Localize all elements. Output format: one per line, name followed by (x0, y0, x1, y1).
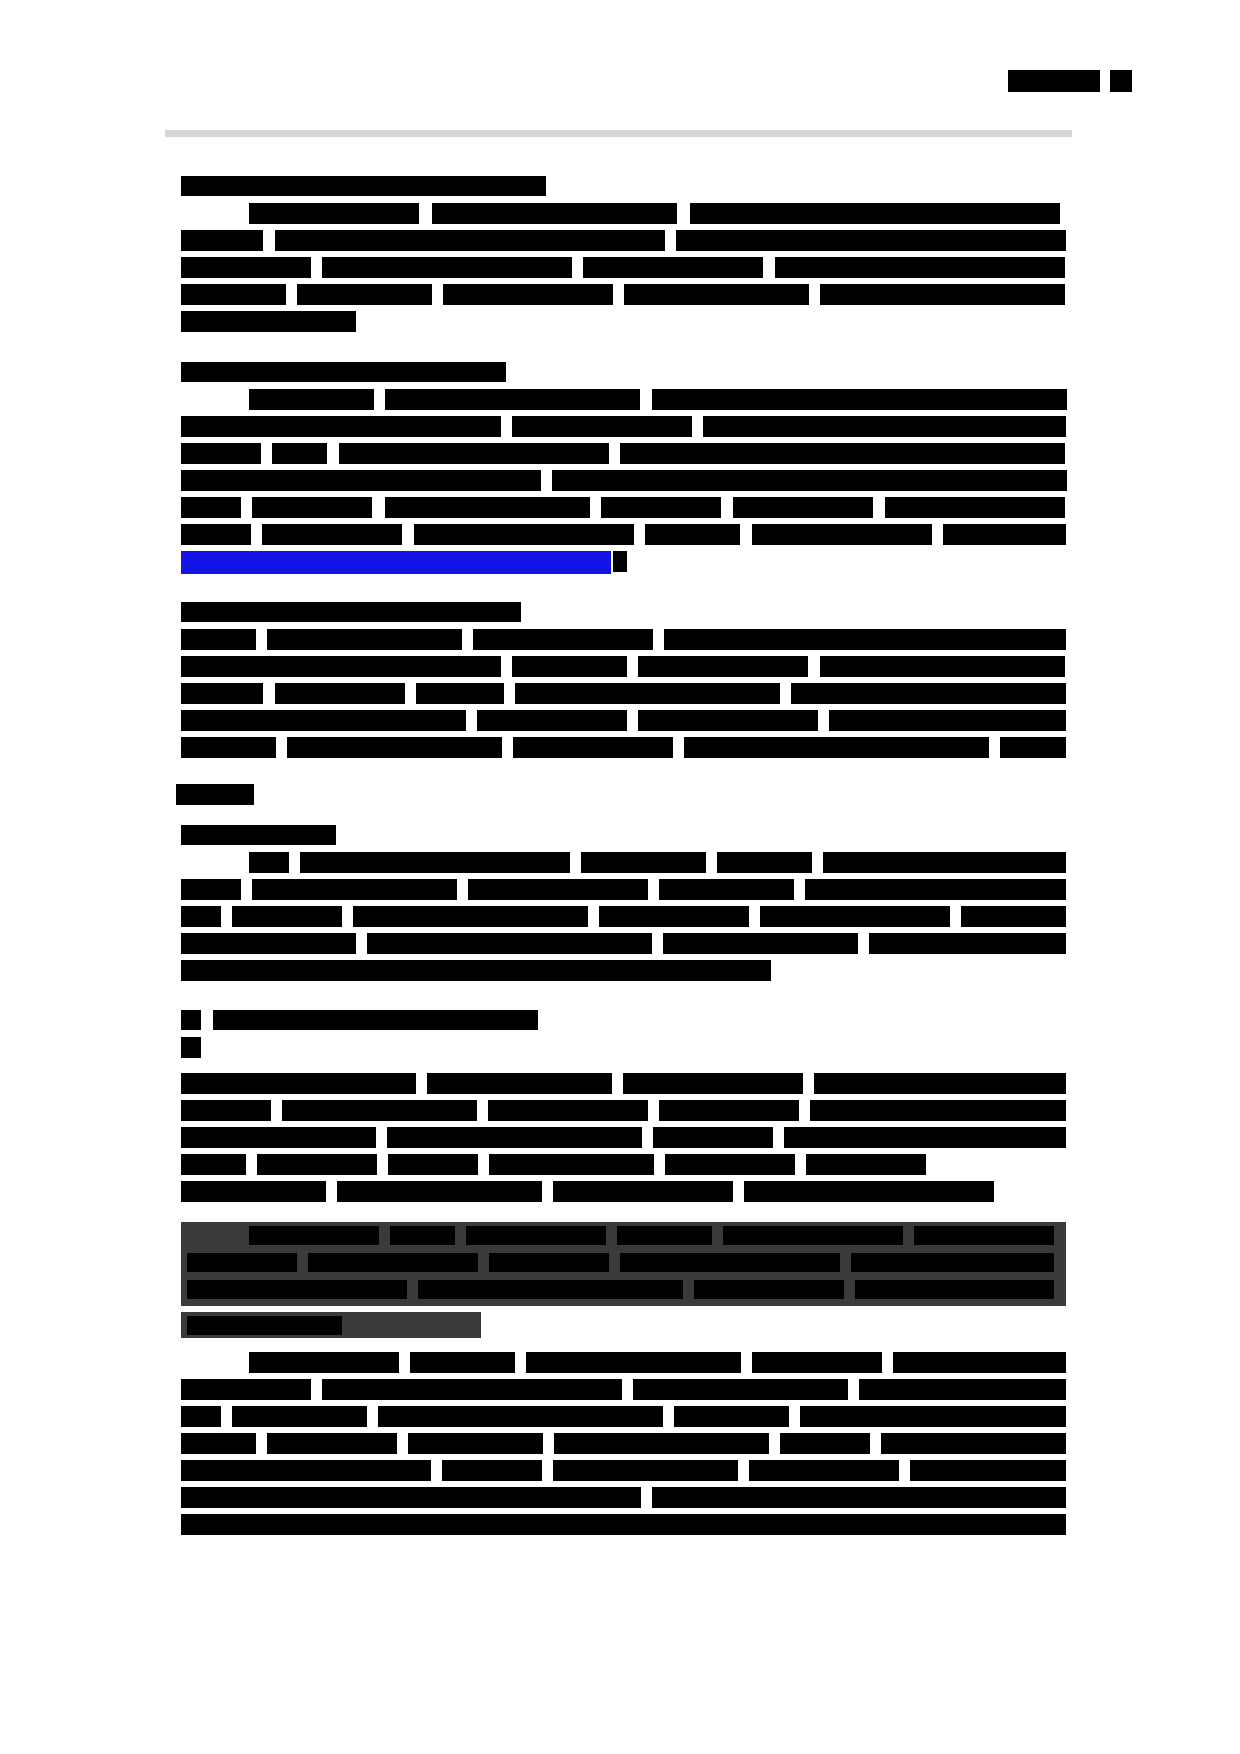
section-5-line-2a (181, 1100, 271, 1121)
section-5-line-5b (337, 1181, 542, 1202)
section-2-line-4b (552, 470, 1067, 491)
section-5-line-4b (257, 1154, 377, 1175)
section-5-line-2c (488, 1100, 648, 1121)
section-3-line-1a (181, 629, 256, 650)
section-4-line-5 (181, 960, 771, 981)
section-3-line-1b (267, 629, 462, 650)
section-4-line-2b (252, 879, 457, 900)
section-5-hl-1-line-3d (855, 1280, 1054, 1299)
section-5-hl-1-line-1c (466, 1226, 606, 1245)
section-3-line-3d (515, 683, 780, 704)
section-5-hl-1-line-3b (418, 1280, 683, 1299)
section-5-line-4f (806, 1154, 926, 1175)
section-5-line-4d (489, 1154, 654, 1175)
section-3-line-5c (513, 737, 673, 758)
section-1-line-2b (275, 230, 665, 251)
section-1-line-4a (181, 284, 286, 305)
section-5-hl-1-line-2a (187, 1253, 297, 1272)
section-5-hl-1-line-1a (249, 1226, 379, 1245)
section-5-hl-2-text (187, 1316, 342, 1335)
section-5-line-6a (249, 1352, 399, 1373)
section-4-line-4b (367, 933, 652, 954)
section-4-heading (181, 825, 336, 845)
section-4-line-2d (659, 879, 794, 900)
section-5-hl-1-line-3a (187, 1280, 407, 1299)
section-5-line-9c (408, 1433, 543, 1454)
section-5-line-2e (810, 1100, 1066, 1121)
section-2-line-6b (262, 524, 402, 545)
section-2-line-5b (252, 497, 372, 518)
section-3-line-4b (477, 710, 627, 731)
section-4-line-2e (805, 879, 1066, 900)
section-5-hl-1-line-2b (308, 1253, 478, 1272)
section-5-line-8e (800, 1406, 1066, 1427)
section-1-line-3a (181, 257, 311, 278)
section-5-line-8b (232, 1406, 367, 1427)
section-2-line-6f (943, 524, 1066, 545)
section-2-line-2c (703, 416, 1066, 437)
section-1-line-4b (297, 284, 432, 305)
section-2-heading (181, 362, 506, 382)
section-5-line-0 (181, 1037, 201, 1058)
section-5-line-1b (427, 1073, 612, 1094)
section-5-line-3c (653, 1127, 773, 1148)
section-4-line-4c (663, 933, 858, 954)
section-1-heading (181, 176, 546, 196)
section-3-line-3c (416, 683, 504, 704)
section-5-line-10a (181, 1460, 431, 1481)
section-5-hl-1-line-3c (694, 1280, 844, 1299)
section-1-line-4d (624, 284, 809, 305)
section-4-line-1e (823, 852, 1066, 873)
section-2-line-5e (733, 497, 873, 518)
section-5-line-9d (554, 1433, 769, 1454)
header-divider (165, 130, 1072, 137)
section-2-line-1a (249, 389, 374, 410)
header-redacted-block (1110, 70, 1132, 92)
section-5-line-10e (910, 1460, 1066, 1481)
section-5-line-7a (181, 1379, 311, 1400)
section-3-line-2a (181, 656, 501, 677)
section-5-line-4c (388, 1154, 478, 1175)
section-5-line-5a (181, 1181, 326, 1202)
section-3-line-2d (820, 656, 1065, 677)
section-4-line-3a (181, 906, 221, 927)
section-2-line-4a (181, 470, 541, 491)
section-2-line-3a (181, 443, 261, 464)
section-1-line-2c (676, 230, 1066, 251)
section-2-line-5f (885, 497, 1065, 518)
section-5-bullet-icon (181, 1010, 201, 1030)
section-2-line-1c (652, 389, 1067, 410)
section-2-line-2a (181, 416, 501, 437)
section-5-line-10b (442, 1460, 542, 1481)
section-2-line-3b (272, 443, 327, 464)
section-5-line-1a (181, 1073, 416, 1094)
section-5-line-3a (181, 1127, 376, 1148)
section-4-line-3f (961, 906, 1066, 927)
section-3-line-4c (638, 710, 818, 731)
section-4-line-1d (717, 852, 812, 873)
section-3-line-4d (829, 710, 1066, 731)
section-5-line-9a (181, 1433, 256, 1454)
section-5-heading (213, 1010, 538, 1030)
section-2-line-6a (181, 524, 251, 545)
section-5-hl-1-line-1b (390, 1226, 455, 1245)
section-5-line-4a (181, 1154, 246, 1175)
section-5-line-10d (749, 1460, 899, 1481)
section-5-line-9f (881, 1433, 1066, 1454)
section-2-line-6d (645, 524, 740, 545)
section-3-line-5d (684, 737, 989, 758)
section-3-line-2c (638, 656, 808, 677)
section-4-line-1a (249, 852, 289, 873)
section-4-line-3e (760, 906, 950, 927)
section-3-line-1d (664, 629, 1066, 650)
section-3-heading (181, 602, 521, 622)
section-5-line-8a (181, 1406, 221, 1427)
section-2-line-2b (512, 416, 692, 437)
section-5-hl-1-line-1d (617, 1226, 712, 1245)
section-5-line-5c (553, 1181, 733, 1202)
section-5-hl-1-line-2d (620, 1253, 840, 1272)
section-2-line-7-tail (613, 551, 627, 572)
section-5-line-11b (652, 1487, 1066, 1508)
section-3-line-3a (181, 683, 263, 704)
section-2-line-5a (181, 497, 241, 518)
section-5-line-1c (623, 1073, 803, 1094)
section-5-line-5d (744, 1181, 994, 1202)
section-5-line-2b (282, 1100, 477, 1121)
section-4-line-1b (300, 852, 570, 873)
section-1-line-4c (443, 284, 613, 305)
section-5-line-10c (553, 1460, 738, 1481)
section-1-line-3d (775, 257, 1065, 278)
section-3-line-2b (512, 656, 627, 677)
section-5-line-9b (267, 1433, 397, 1454)
section-1-line-1b (432, 203, 677, 224)
section-2-line-5d (601, 497, 721, 518)
section-2-line-6e (752, 524, 932, 545)
section-5-line-4e (665, 1154, 795, 1175)
section-5-line-3b (387, 1127, 642, 1148)
section-3-line-5e (1000, 737, 1066, 758)
section-1-line-3c (583, 257, 763, 278)
section-3-line-6 (176, 784, 254, 805)
section-3-line-3e (791, 683, 1066, 704)
section-5-line-3d (784, 1127, 1066, 1148)
section-5-line-1d (814, 1073, 1066, 1094)
section-1-line-3b (322, 257, 572, 278)
section-5-hl-1-line-2e (851, 1253, 1054, 1272)
external-link[interactable]: https://bit.ly/UtsavJotsabManagement2Pages (181, 551, 611, 574)
section-5-line-7b (322, 1379, 622, 1400)
header-redacted-text (1008, 70, 1100, 92)
section-1-line-2a (181, 230, 263, 251)
section-4-line-3c (353, 906, 588, 927)
section-4-line-3d (599, 906, 749, 927)
section-2-line-6c (414, 524, 634, 545)
section-5-hl-1-line-1e (723, 1226, 903, 1245)
section-3-line-5a (181, 737, 276, 758)
section-4-line-2c (468, 879, 648, 900)
section-5-line-6d (752, 1352, 882, 1373)
section-1-line-1c (690, 203, 1060, 224)
section-2-line-3d (620, 443, 1065, 464)
section-3-line-5b (287, 737, 502, 758)
section-1-line-1a (249, 203, 419, 224)
section-5-line-7c (633, 1379, 848, 1400)
section-5-line-8c (378, 1406, 663, 1427)
section-3-line-3b (275, 683, 405, 704)
section-2-line-1b (385, 389, 640, 410)
section-5-line-6e (893, 1352, 1066, 1373)
section-3-line-1c (473, 629, 653, 650)
section-4-line-1c (581, 852, 706, 873)
section-5-line-12 (181, 1514, 1066, 1535)
section-5-line-9e (780, 1433, 870, 1454)
section-2-line-3c (339, 443, 609, 464)
section-5-line-8d (674, 1406, 789, 1427)
section-4-line-4d (869, 933, 1066, 954)
section-1-line-5 (181, 311, 356, 332)
section-4-line-3b (232, 906, 342, 927)
section-5-line-2d (659, 1100, 799, 1121)
section-5-line-11a (181, 1487, 641, 1508)
section-4-line-2a (181, 879, 241, 900)
section-3-line-4a (181, 710, 466, 731)
section-1-line-4e (820, 284, 1065, 305)
section-5-hl-1-line-1f (914, 1226, 1054, 1245)
section-5-hl-1-line-2c (489, 1253, 609, 1272)
page-header (1008, 70, 1132, 92)
section-5-line-6c (526, 1352, 741, 1373)
section-5-line-6b (410, 1352, 515, 1373)
section-2-line-5c (385, 497, 590, 518)
section-4-line-4a (181, 933, 356, 954)
section-5-line-7d (859, 1379, 1066, 1400)
